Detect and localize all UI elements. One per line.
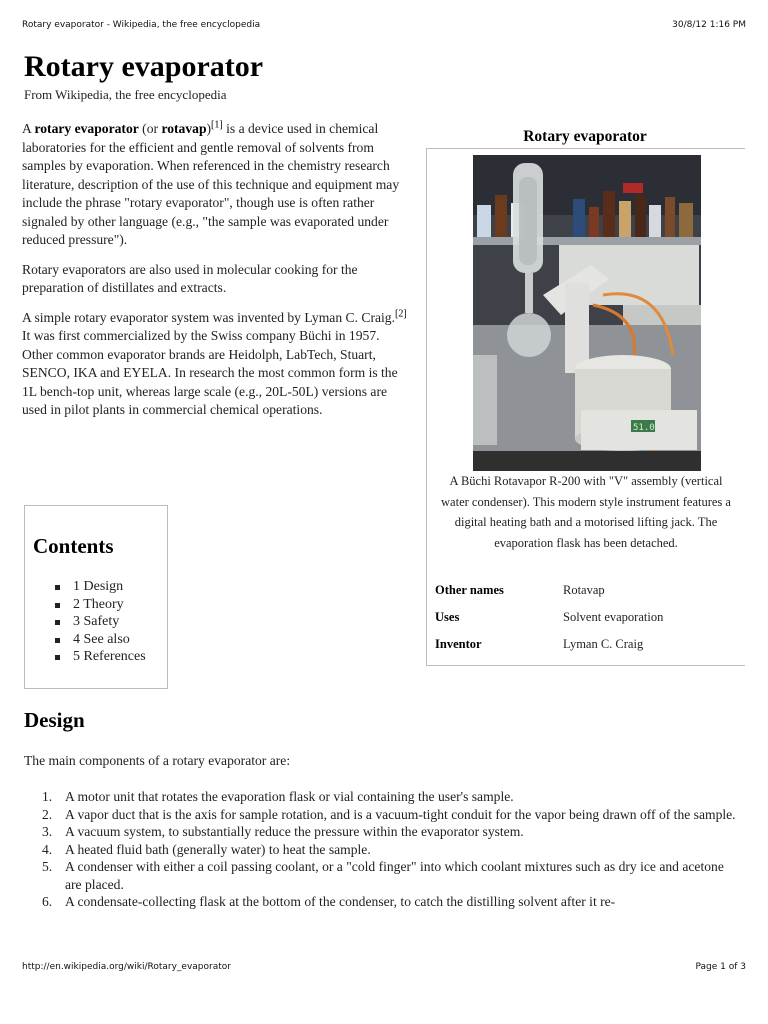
print-header-title: Rotary evaporator - Wikipedia, the free encyclopedia	[22, 20, 261, 30]
intro-p1-text-d: is a device used in chemical laboratories for the efficient and gentle removal of solvents from samples by evaporation. When referenced in the chemistry research literature, description of the use of this technique and equipment may include the phrase "rotary evaporator", though use is often rather signaled by other language (e.g., "the sample was evaporated under reduced pressure").	[22, 121, 400, 247]
components-list	[24, 788, 740, 911]
infobox-label: Other names	[435, 583, 504, 597]
toc-item-theory[interactable]: 2 Theory	[55, 596, 146, 614]
toc-item-design[interactable]: 1 Design	[55, 578, 146, 596]
list-item	[24, 858, 740, 893]
list-text: A condensate-collecting flask at the bottom of the condenser, to catch the distilling solvent after it re-	[65, 894, 616, 909]
design-intro: The main components of a rotary evaporator are:	[24, 753, 291, 768]
toc-item-safety[interactable]: 3 Safety	[55, 613, 146, 631]
list-number: 1.	[42, 789, 53, 804]
list-item	[24, 806, 740, 824]
toc-item-references[interactable]: 5 References	[55, 648, 146, 666]
section-heading-design: Design	[24, 708, 85, 732]
intro-p1-text-b: (or	[138, 121, 162, 136]
page-number: Page 1 of 3	[695, 962, 746, 972]
list-number: 2.	[42, 806, 53, 822]
toc-title: Contents	[33, 534, 114, 558]
reference-link-2[interactable]: [2]	[395, 307, 407, 319]
intro-paragraph-1	[22, 120, 412, 250]
toc-list	[55, 578, 146, 666]
bath-display-readout: 51.0	[633, 423, 655, 433]
infobox-value: Rotavap	[563, 583, 605, 597]
infobox-row-uses	[435, 610, 735, 625]
intro-section	[22, 120, 412, 431]
intro-p1-text-c: )	[206, 121, 212, 136]
list-text: A vacuum system, to substantially reduce the pressure within the evaporator system.	[65, 824, 524, 839]
infobox-frame	[426, 148, 745, 666]
infobox-label: Inventor	[435, 637, 482, 651]
infobox-label: Uses	[435, 610, 460, 624]
page-url-link[interactable]: http://en.wikipedia.org/wiki/Rotary_evaporator	[22, 962, 231, 972]
print-header-datetime: 30/8/12 1:16 PM	[672, 20, 746, 30]
infobox-value-link[interactable]: Lyman C. Craig	[563, 637, 644, 651]
list-text: A condenser with either a coil passing coolant, or a "cold finger" into which coolant mixtures such as dry ice and acetone are placed.	[65, 859, 724, 892]
page-title: Rotary evaporator	[24, 50, 264, 83]
page-subtitle: From Wikipedia, the free encyclopedia	[24, 87, 227, 102]
list-text: A motor unit that rotates the evaporation flask or vial containing the user's sample.	[65, 789, 514, 804]
rotary-evaporator-illustration	[473, 155, 701, 471]
list-number: 6.	[42, 894, 53, 909]
rotary-evaporator-photo[interactable]	[473, 155, 701, 471]
print-header	[22, 20, 746, 30]
infobox-value: Solvent evaporation	[563, 610, 664, 624]
reference-link-1[interactable]: [1]	[211, 119, 223, 131]
infobox-row-inventor	[435, 637, 735, 652]
list-text: A vapor duct that is the axis for sample rotation, and is a vacuum-tight conduit for the vapor being drawn off of the sample.	[65, 806, 736, 822]
list-item	[24, 893, 740, 911]
intro-paragraph-2: Rotary evaporators are also used in molecular cooking for the preparation of distillates and extracts.	[22, 261, 358, 295]
infobox-caption: A Büchi Rotavapor R-200 with "V" assembly (vertical water condenser). This modern style instrument features a digital heating bath and a motorised lifting jack. The evaporation flask has been detached.	[441, 474, 731, 550]
list-item	[24, 841, 740, 859]
table-of-contents	[24, 505, 168, 689]
toc-item-see-also[interactable]: 4 See also	[55, 631, 146, 649]
list-number: 5.	[42, 859, 53, 874]
list-number: 3.	[42, 824, 53, 839]
list-item	[24, 788, 740, 806]
intro-p1-text-a: A	[22, 121, 35, 136]
infobox-title: Rotary evaporator	[523, 128, 647, 145]
print-footer	[22, 962, 746, 972]
intro-p3-text-b: It was first commercialized by the Swiss company Büchi in 1957. Other common evaporator brands are Heidolph, LabTech, Stuart, SENCO, IKA and EYELA. In research the most common form is the 1L bench-top unit, whereas large scale (e.g., 20L-50L) versions are used in pilot plants in commercial chemical operations.	[22, 328, 398, 417]
infobox	[426, 124, 744, 664]
term-rotary-evaporator: rotary evaporator	[34, 121, 139, 136]
list-item	[24, 823, 740, 841]
infobox-row-other-names	[435, 583, 735, 598]
list-text: A heated fluid bath (generally water) to heat the sample.	[65, 841, 371, 857]
list-number: 4.	[42, 841, 53, 857]
term-rotavap: rotavap	[161, 121, 207, 136]
intro-paragraph-3	[22, 309, 412, 420]
intro-p3-text-a: A simple rotary evaporator system was invented by Lyman C. Craig.	[22, 309, 395, 325]
